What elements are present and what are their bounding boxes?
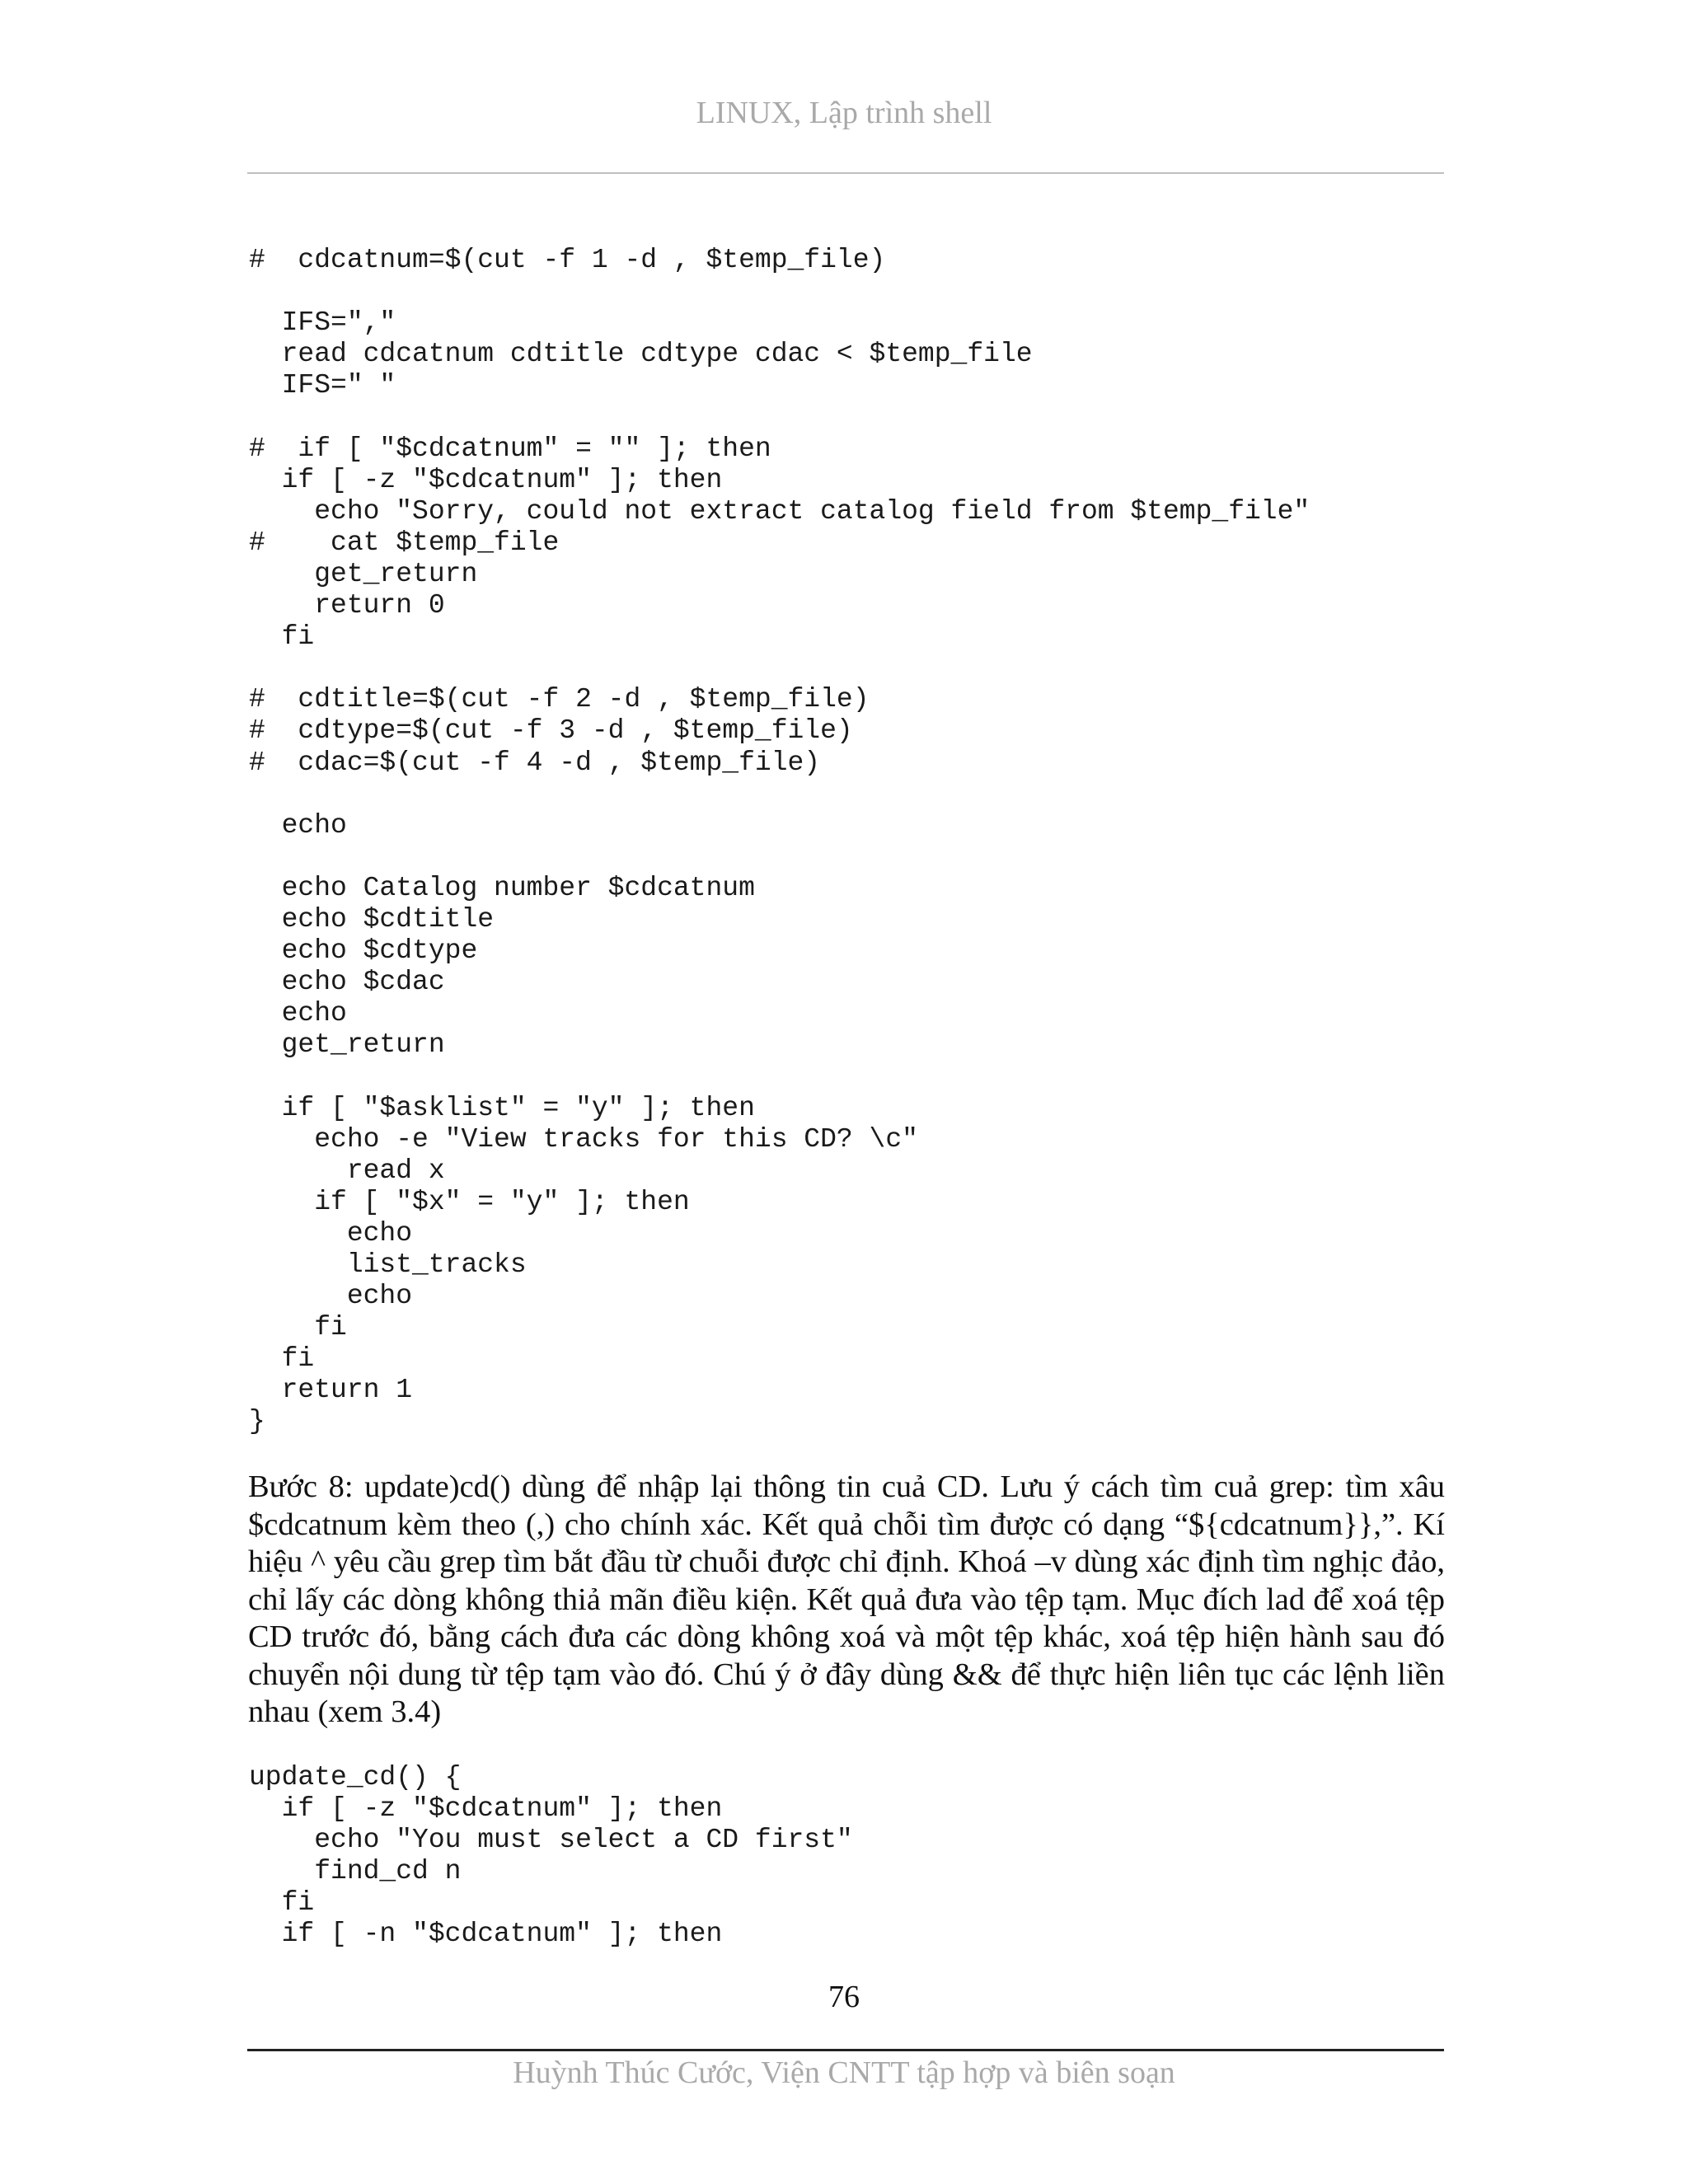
page-header: LINUX, Lập trình shell	[696, 96, 992, 130]
code-line: # cat $temp_file	[249, 527, 560, 558]
footer-divider	[247, 2049, 1444, 2051]
code-line: echo $cdtype	[249, 935, 478, 967]
code-line: fi	[249, 1887, 315, 1919]
code-line: read x	[249, 1155, 445, 1186]
code-line: # cdac=$(cut -f 4 -d , $temp_file)	[249, 747, 821, 778]
code-line: echo $cdtitle	[249, 903, 495, 935]
code-line: fi	[249, 621, 315, 653]
code-line	[249, 1061, 1310, 1092]
code-line	[249, 779, 1310, 810]
body-paragraph: Bước 8: update)cd() dùng để nhập lại thông tin cuả CD. Lưu ý cách tìm cuả grep: tìm xâu $cdcatnum kèm theo (,) cho chính xác. Kết quả chỗi tìm được có dạng “${cdcatnum}},”. Kí hiệu ^ yêu cầu grep tìm bắt đầu từ chuỗi được chỉ định. Khoá –v dùng xác định tìm nghịc đảo, chỉ lấy các dòng không thiả mãn điều kiện. Kết quả đưa vào tệp tạm. Mục đích lad để xoá tệp CD trước đó, bằng cách đưa các dòng không xoá và một tệp khác, xoá tệp hiện hành sau đó chuyển nội dung từ tệp tạm vào đó. Chú ý ở đây dùng && để thực hiện liên tục các lệnh liền nhau (xem 3.4)	[248, 1469, 1445, 1729]
code-line: if [ -z "$cdcatnum" ]; then	[249, 1793, 723, 1825]
code-line: echo $cdac	[249, 967, 445, 998]
code-line: echo	[249, 1217, 413, 1249]
code-line: }	[249, 1406, 265, 1437]
code-line: echo	[249, 998, 347, 1029]
code-line: echo	[249, 1281, 413, 1312]
code-line	[249, 653, 1310, 684]
code-line: # cdtype=$(cut -f 3 -d , $temp_file)	[249, 715, 853, 747]
code-line: fi	[249, 1343, 315, 1375]
code-line	[249, 841, 1310, 873]
code-line: echo Catalog number $cdcatnum	[249, 872, 755, 903]
code-line: return 0	[249, 590, 445, 621]
code-line: echo -e "View tracks for this CD? \c"	[249, 1123, 918, 1155]
code-line: if [ -z "$cdcatnum" ]; then	[249, 464, 723, 495]
code-line: fi	[249, 1312, 347, 1343]
code-line: get_return	[249, 1029, 445, 1061]
code-line: IFS=","	[249, 307, 396, 339]
code-line: if [ -n "$cdcatnum" ]; then	[249, 1919, 723, 1950]
code-line: if [ "$x" = "y" ]; then	[249, 1186, 690, 1217]
code-line: echo "Sorry, could not extract catalog field from $temp_file"	[249, 495, 1311, 527]
code-line: get_return	[249, 558, 478, 589]
code-line: find_cd n	[249, 1856, 462, 1887]
code-block-bottom	[249, 1762, 853, 1951]
code-line: return 1	[249, 1375, 413, 1406]
code-block-top	[249, 245, 1310, 1438]
header-divider	[247, 172, 1444, 174]
code-line: # cdtitle=$(cut -f 2 -d , $temp_file)	[249, 684, 870, 715]
code-line: # if [ "$cdcatnum" = "" ]; then	[249, 433, 771, 464]
code-line: list_tracks	[249, 1249, 527, 1280]
code-line	[249, 401, 1310, 433]
code-line: echo	[249, 809, 347, 841]
code-line: if [ "$asklist" = "y" ]; then	[249, 1092, 755, 1123]
page-number: 76	[828, 1980, 860, 2014]
code-line: echo "You must select a CD first"	[249, 1825, 853, 1856]
code-line: read cdcatnum cdtitle cdtype cdac < $temp_file	[249, 339, 1033, 370]
code-line	[249, 276, 1310, 307]
code-line: # cdcatnum=$(cut -f 1 -d , $temp_file)	[249, 245, 886, 275]
code-line: IFS=" "	[249, 370, 396, 401]
page-footer: Huỳnh Thúc Cước, Viện CNTT tập hợp và biên soạn	[513, 2055, 1175, 2090]
code-line: update_cd() {	[249, 1762, 462, 1793]
